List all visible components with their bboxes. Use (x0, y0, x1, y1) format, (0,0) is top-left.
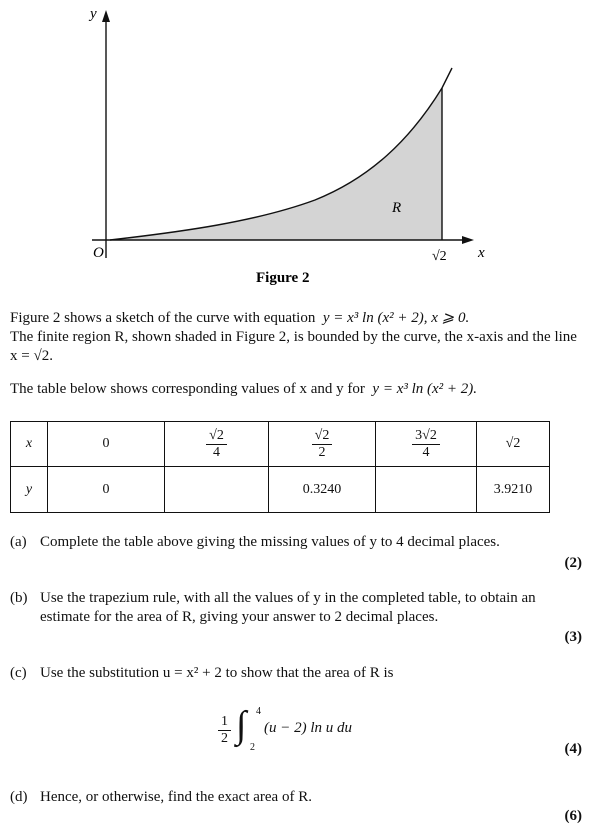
figure-caption: Figure 2 (256, 270, 310, 286)
question-text: Use the substitution u = x² + 2 to show that the area of R is (40, 665, 394, 681)
fraction-denominator: 4 (213, 444, 220, 460)
table-intro-text: The table below shows corresponding values of x and y for (10, 381, 365, 397)
question-label: (a) (10, 534, 27, 550)
upper-limit: 4 (256, 706, 261, 717)
y-value-cell: 0 (48, 467, 165, 513)
fraction-denominator: 2 (318, 444, 326, 460)
question-marks: (3) (564, 629, 582, 645)
question-text: Hence, or otherwise, find the exact area of R. (40, 789, 312, 805)
question-text: Use the trapezium rule, with all the values of y in the completed table, to obtain an estimate for the area of R, giving your answer to 2 decimal places. (40, 590, 536, 625)
y-header-cell: y (11, 467, 48, 513)
values-table (10, 421, 550, 513)
intro-paragraph (10, 309, 588, 366)
question-marks: (2) (564, 555, 582, 571)
question-text: Complete the table above giving the missing values of y to 4 decimal places. (40, 534, 500, 550)
x-axis-label: x (478, 245, 485, 261)
question-marks: (4) (564, 741, 582, 757)
x-tick-label-root2: √2 (432, 249, 447, 264)
y-value-cell-blank[interactable] (376, 467, 477, 513)
lower-limit: 2 (250, 742, 255, 753)
fraction-denominator: 4 (422, 444, 430, 460)
x-value-4: √2 (505, 436, 521, 451)
x-value-0: 0 (102, 436, 110, 451)
fraction (312, 428, 333, 461)
x-axis-arrowhead (462, 236, 474, 244)
x-header-cell: x (11, 422, 48, 467)
question-label: (c) (10, 665, 27, 681)
x-value-cell (376, 422, 477, 467)
fraction-numerator: 1 (218, 714, 231, 731)
intro-line-1-text: Figure 2 shows a sketch of the curve with equation (10, 310, 316, 326)
intro-line-1 (10, 309, 588, 328)
coefficient-fraction (218, 714, 231, 747)
question-a (10, 533, 588, 573)
y-value-cell-blank[interactable] (165, 467, 269, 513)
table-intro-equation: y = x³ ln (x² + 2). (372, 381, 478, 397)
region-label: R (392, 200, 402, 216)
x-value-cell (165, 422, 269, 467)
integral-sign: ∫ (236, 704, 247, 746)
question-marks: (6) (564, 808, 582, 824)
fraction-numerator: 3√2 (412, 428, 440, 445)
intro-line-2: The finite region R, shown shaded in Figure 2, is bounded by the curve, the x-axis and the line x = √2. (10, 329, 577, 364)
y-value-cell: 0.3240 (269, 467, 376, 513)
question-d (10, 788, 588, 828)
shaded-region-r (110, 88, 442, 240)
fraction-numerator: √2 (206, 428, 227, 445)
fraction (412, 428, 440, 461)
x-value-cell (48, 422, 165, 467)
fraction (206, 428, 227, 461)
y-value-cell: 3.9210 (477, 467, 550, 513)
x-value-cell (269, 422, 376, 467)
table-row-x (11, 422, 550, 467)
table-row-y (11, 467, 550, 513)
table-intro (10, 380, 588, 399)
question-b (10, 589, 588, 649)
y-axis-label: y (90, 6, 97, 22)
origin-label: O (93, 245, 104, 261)
question-label: (d) (10, 789, 28, 805)
y-axis-arrowhead (102, 10, 110, 22)
x-value-cell (477, 422, 550, 467)
question-label: (b) (10, 590, 28, 606)
figure-2-sketch (0, 0, 594, 295)
fraction-numerator: √2 (312, 428, 333, 445)
fraction-denominator: 2 (221, 731, 228, 746)
integrand: (u − 2) ln u du (264, 720, 353, 736)
integral-expression (218, 704, 418, 754)
intro-equation: y = x³ ln (x² + 2), x ⩾ 0. (322, 310, 470, 326)
